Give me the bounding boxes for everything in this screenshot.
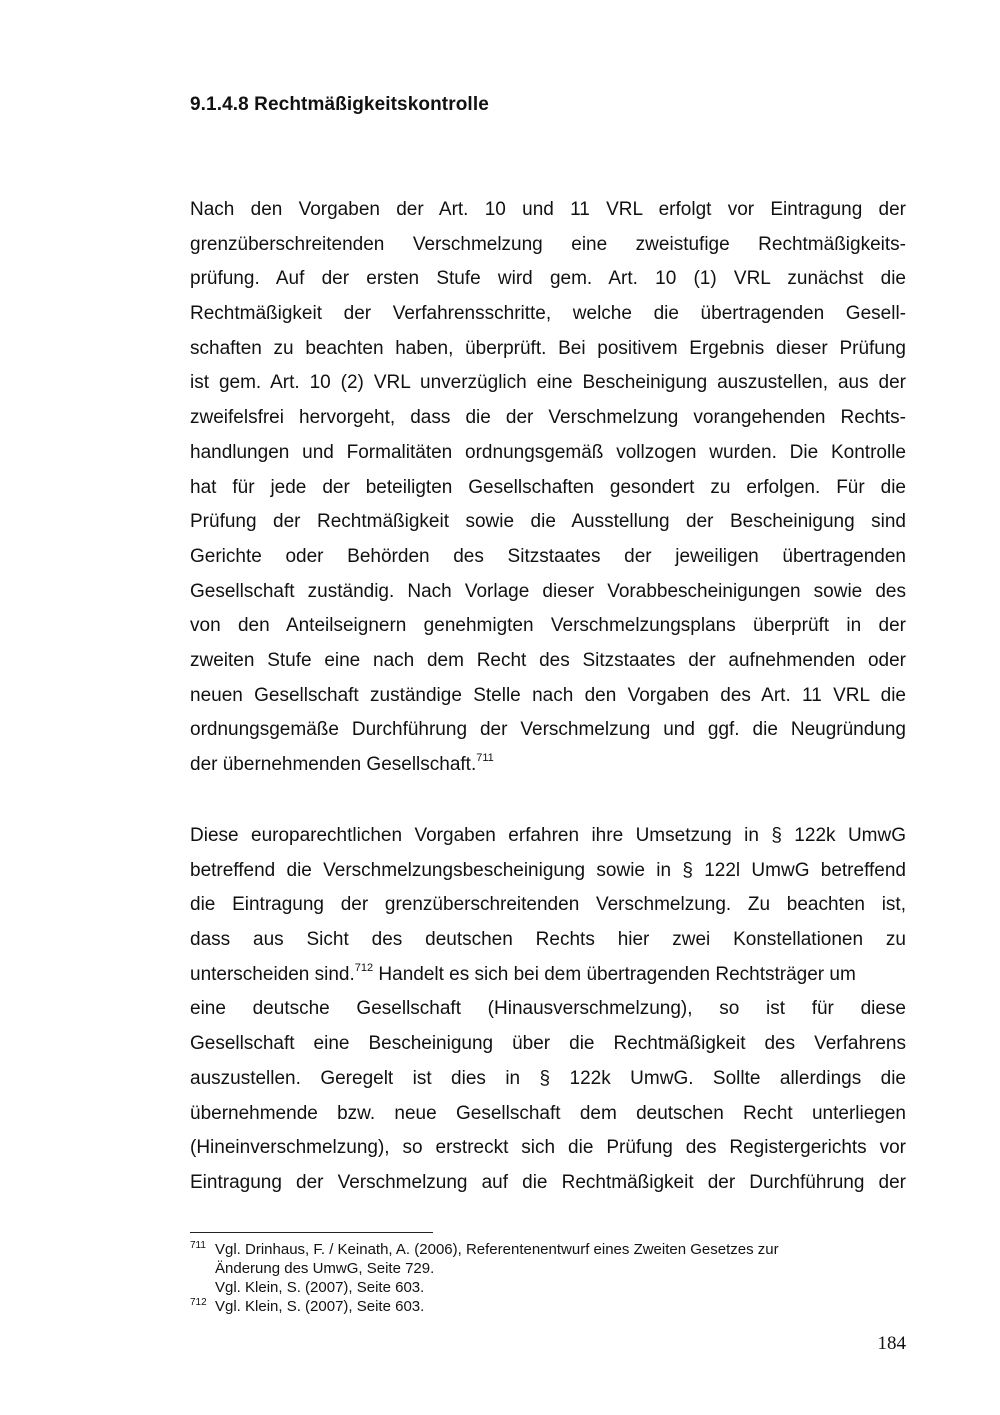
paragraph-line: ordnungsgemäße Durchführung der Verschmelzung und ggf. die Neugründung: [190, 719, 906, 741]
footnote-text: Vgl. Klein, S. (2007), Seite 603.: [215, 1298, 425, 1315]
paragraph-line: dass aus Sicht des deutschen Rechts hier zwei Konstellationen zu: [190, 929, 906, 951]
paragraph-line: Gerichte oder Behörden des Sitzstaates der jeweiligen übertragenden: [190, 545, 906, 567]
paragraph-line: übernehmende bzw. neue Gesellschaft dem deutschen Recht unterliegen: [190, 1102, 906, 1124]
footnote-mark: 711: [190, 1240, 206, 1251]
paragraph-line: von den Anteilseignern genehmigten Verschmelzungsplans überprüft in der: [190, 615, 906, 637]
paragraph-last-line: [190, 748, 906, 783]
paragraph-line: ist gem. Art. 10 (2) VRL unverzüglich eine Bescheinigung auszustellen, aus der: [190, 372, 906, 394]
footnote-712: [190, 1297, 906, 1316]
paragraph-2: [190, 819, 906, 1201]
footnote-text: Änderung des UmwG, Seite 729.: [215, 1260, 435, 1277]
paragraph-text: unterscheiden sind.: [190, 963, 355, 985]
footnote-text: Vgl. Drinhaus, F. / Keinath, A. (2006), Referentenentwurf eines Zweiten Gesetzes zur: [215, 1241, 779, 1258]
footnote-reference-712[interactable]: 712: [354, 961, 374, 974]
footnotes: [190, 1240, 906, 1316]
footnote-text: Vgl. Klein, S. (2007), Seite 603.: [215, 1279, 425, 1296]
paragraph-line: Gesellschaft eine Bescheinigung über die Rechtmäßigkeit des Verfahrens: [190, 1033, 906, 1055]
paragraph-line: zweiten Stufe eine nach dem Recht des Sitzstaates der aufnehmenden oder: [190, 649, 906, 671]
footnote-mark: 712: [190, 1297, 207, 1308]
footnote-reference-711[interactable]: 711: [476, 752, 494, 764]
paragraph-line: Gesellschaft zuständig. Nach Vorlage dieser Vorabbescheinigungen sowie des: [190, 580, 906, 602]
paragraph-line: prüfung. Auf der ersten Stufe wird gem. Art. 10 (1) VRL zunächst die: [190, 268, 906, 290]
paragraph-line: grenzüberschreitenden Verschmelzung eine zweistufige Rechtmäßigkeits-: [190, 233, 906, 255]
paragraph-line: Nach den Vorgaben der Art. 10 und 11 VRL erfolgt vor Eintragung der: [190, 199, 906, 220]
section-heading: 9.1.4.8 Rechtmäßigkeitskontrolle: [190, 94, 489, 115]
paragraph-line: auszustellen. Geregelt ist dies in § 122k UmwG. Sollte allerdings die: [190, 1067, 906, 1089]
paragraph-1: [190, 193, 906, 783]
paragraph-line: handlungen und Formalitäten ordnungsgemäß vollzogen wurden. Die Kontrolle: [190, 441, 906, 463]
paragraph-line: die Eintragung der grenzüberschreitenden Verschmelzung. Zu beachten ist,: [190, 894, 906, 916]
paragraph-line: neuen Gesellschaft zuständige Stelle nach den Vorgaben des Art. 11 VRL die: [190, 684, 906, 706]
paragraph-line: (Hineinverschmelzung), so erstreckt sich die Prüfung des Registergerichts vor: [190, 1137, 906, 1159]
paragraph-line: betreffend die Verschmelzungsbescheinigung sowie in § 122l UmwG betreffend: [190, 859, 906, 881]
paragraph-text: Handelt es sich bei dem übertragenden Rechtsträger um: [373, 963, 856, 985]
paragraph-line: Rechtmäßigkeit der Verfahrensschritte, welche die übertragenden Gesell-: [190, 303, 906, 325]
paragraph-line-with-reference: [190, 958, 906, 993]
footnote-divider: [190, 1232, 433, 1233]
paragraph-line: eine deutsche Gesellschaft (Hinausverschmelzung), so ist für diese: [190, 998, 906, 1020]
paragraph-line: hat für jede der beteiligten Gesellschaften gesondert zu erfolgen. Für die: [190, 476, 906, 498]
paragraph-line: schaften zu beachten haben, überprüft. Bei positivem Ergebnis dieser Prüfung: [190, 337, 906, 359]
paragraph-line: Diese europarechtlichen Vorgaben erfahren ihre Umsetzung in § 122k UmwG: [190, 825, 906, 846]
footnote-711: [190, 1240, 906, 1297]
paragraph-text: der übernehmenden Gesellschaft.: [190, 754, 477, 775]
paragraph-line: Eintragung der Verschmelzung auf die Rechtmäßigkeit der Durchführung der: [190, 1171, 906, 1193]
page-number: 184: [877, 1333, 906, 1354]
paragraph-line: Prüfung der Rechtmäßigkeit sowie die Ausstellung der Bescheinigung sind: [190, 511, 906, 533]
paragraph-line: zweifelsfrei hervorgeht, dass die der Verschmelzung vorangehenden Rechts-: [190, 407, 906, 429]
